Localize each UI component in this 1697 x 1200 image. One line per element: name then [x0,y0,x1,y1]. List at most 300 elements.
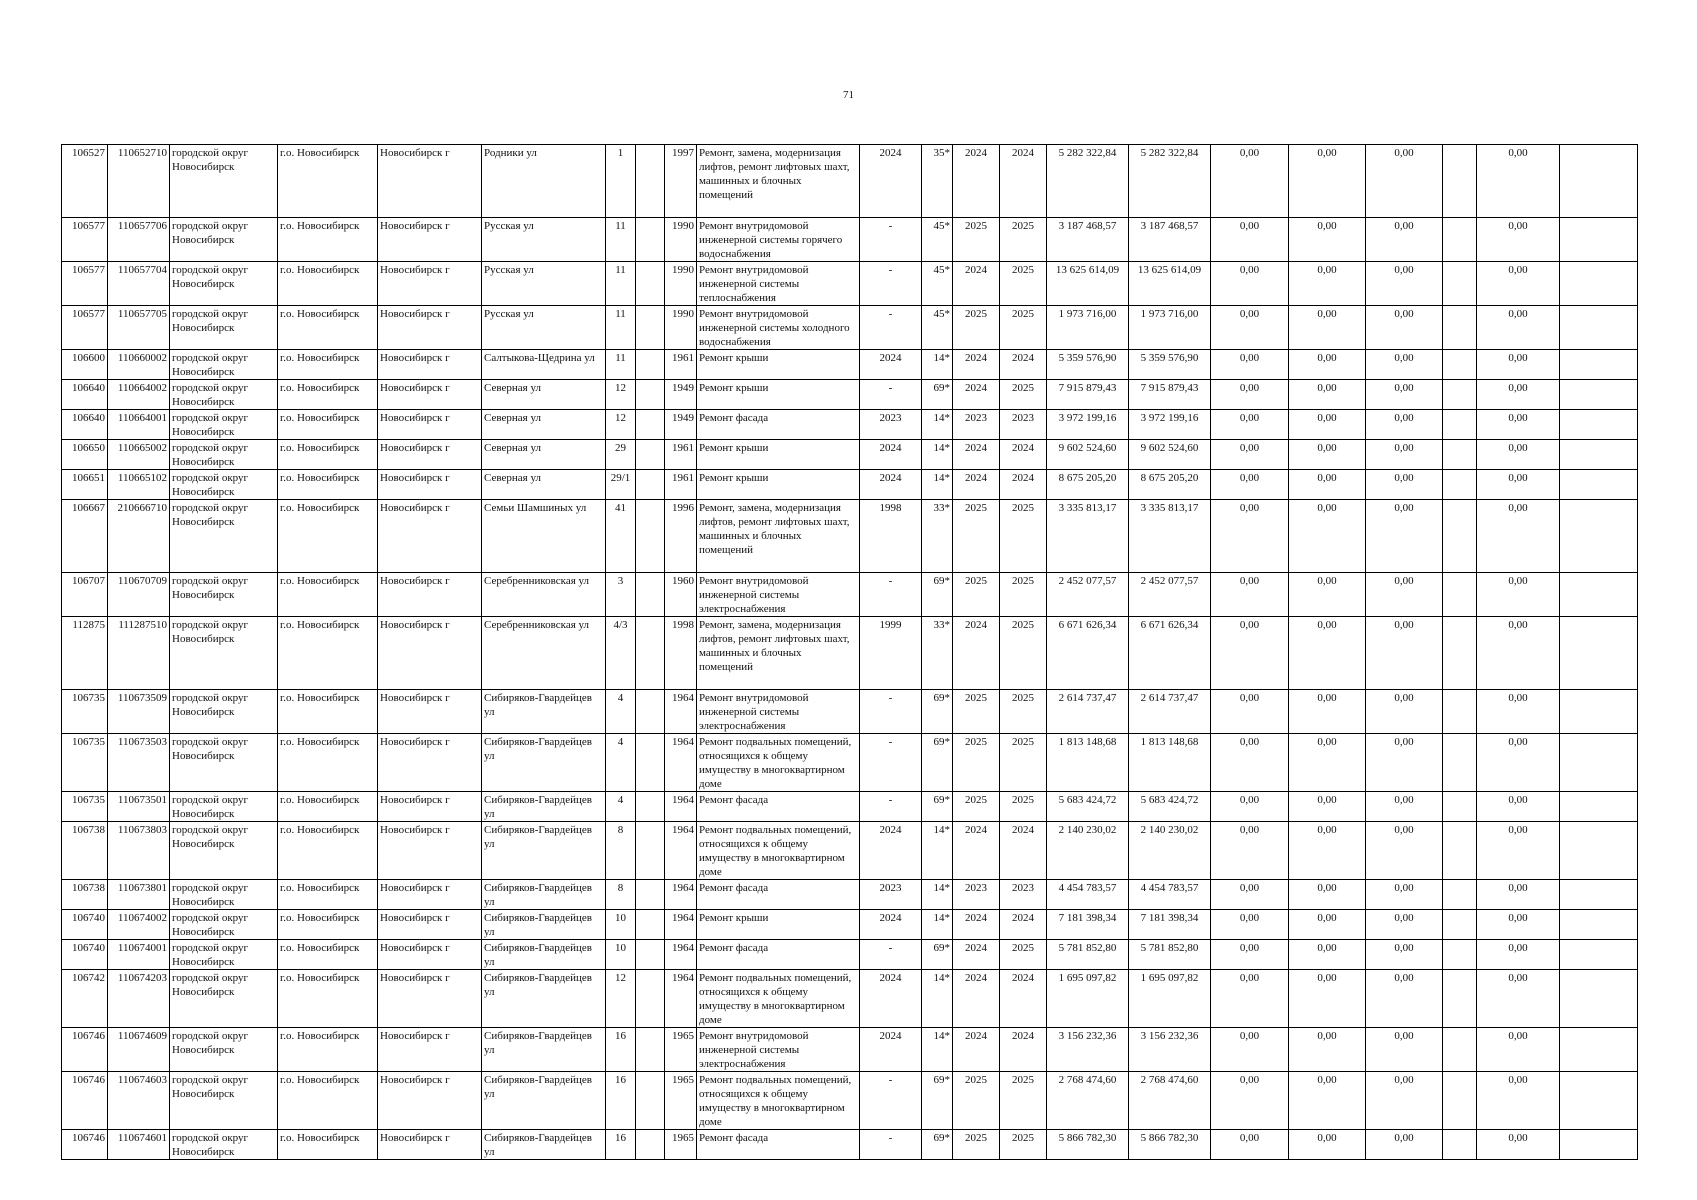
cell-year-built: 1965 [665,1072,697,1130]
cell-year-built: 1964 [665,792,697,822]
cell-cost-total: 7 915 879,43 [1047,380,1129,410]
cell-street: Сибиряков-Гвардейцев ул [482,1072,606,1130]
cell-criteria: 69* [922,690,953,734]
cell-district: городской округ Новосибирск [170,1130,278,1160]
cell-value-1: 0,00 [1211,690,1289,734]
cell-value-6 [1560,970,1638,1028]
cell-prev-year: - [860,262,922,306]
cell-value-4 [1443,380,1477,410]
cell-id: 110665002 [108,440,170,470]
cell-cost-fund: 3 187 468,57 [1129,218,1211,262]
cell-extra [636,940,665,970]
cell-year-start: 2025 [953,573,1000,617]
cell-work-type: Ремонт крыши [697,350,860,380]
cell-municipality: г.о. Новосибирск [278,573,378,617]
cell-value-4 [1443,617,1477,690]
cell-cost-total: 5 282 322,84 [1047,145,1129,218]
cell-code: 106735 [62,792,108,822]
cell-value-1: 0,00 [1211,380,1289,410]
cell-district: городской округ Новосибирск [170,910,278,940]
cell-cost-total: 5 683 424,72 [1047,792,1129,822]
table-row [62,617,1638,690]
cell-extra [636,910,665,940]
cell-cost-fund: 6 671 626,34 [1129,617,1211,690]
cell-value-6 [1560,262,1638,306]
cell-value-5: 0,00 [1477,910,1560,940]
cell-locality: Новосибирск г [378,573,482,617]
cell-year-built: 1965 [665,1130,697,1160]
cell-prev-year: 1999 [860,617,922,690]
cell-year-end: 2025 [1000,940,1047,970]
cell-year-built: 1964 [665,822,697,880]
cell-code: 106707 [62,573,108,617]
cell-value-3: 0,00 [1366,470,1443,500]
cell-municipality: г.о. Новосибирск [278,440,378,470]
cell-value-5: 0,00 [1477,1130,1560,1160]
table-row [62,940,1638,970]
cell-year-built: 1964 [665,690,697,734]
cell-value-3: 0,00 [1366,262,1443,306]
cell-value-4 [1443,734,1477,792]
cell-house: 11 [606,306,636,350]
cell-code: 106667 [62,500,108,573]
cell-id: 110664001 [108,410,170,440]
cell-id: 111287510 [108,617,170,690]
cell-district: городской округ Новосибирск [170,500,278,573]
cell-prev-year: - [860,792,922,822]
cell-code: 106577 [62,218,108,262]
cell-id: 110673509 [108,690,170,734]
table-row [62,573,1638,617]
cell-year-end: 2025 [1000,380,1047,410]
cell-criteria: 45* [922,218,953,262]
cell-value-1: 0,00 [1211,306,1289,350]
cell-value-5: 0,00 [1477,440,1560,470]
cell-work-type: Ремонт подвальных помещений, относящихся к общему имуществу в многоквартирном доме [697,1072,860,1130]
cell-value-2: 0,00 [1289,218,1366,262]
cell-house: 4 [606,734,636,792]
cell-value-2: 0,00 [1289,792,1366,822]
cell-value-4 [1443,1130,1477,1160]
cell-value-2: 0,00 [1289,617,1366,690]
cell-year-built: 1964 [665,940,697,970]
cell-id: 110674001 [108,940,170,970]
cell-house: 1 [606,145,636,218]
cell-locality: Новосибирск г [378,970,482,1028]
cell-cost-fund: 5 282 322,84 [1129,145,1211,218]
cell-criteria: 69* [922,380,953,410]
cell-criteria: 69* [922,792,953,822]
table-row [62,792,1638,822]
cell-criteria: 33* [922,617,953,690]
cell-municipality: г.о. Новосибирск [278,145,378,218]
cell-value-4 [1443,1072,1477,1130]
cell-value-2: 0,00 [1289,940,1366,970]
cell-street: Родники ул [482,145,606,218]
table-row [62,218,1638,262]
cell-year-start: 2024 [953,440,1000,470]
cell-street: Сибиряков-Гвардейцев ул [482,940,606,970]
cell-municipality: г.о. Новосибирск [278,350,378,380]
cell-street: Северная ул [482,410,606,440]
cell-value-4 [1443,218,1477,262]
cell-work-type: Ремонт внутридомовой инженерной системы электроснабжения [697,690,860,734]
cell-id: 110657704 [108,262,170,306]
cell-criteria: 69* [922,734,953,792]
cell-extra [636,306,665,350]
cell-value-6 [1560,1072,1638,1130]
cell-year-built: 1964 [665,970,697,1028]
cell-id: 110657706 [108,218,170,262]
cell-extra [636,880,665,910]
cell-value-1: 0,00 [1211,880,1289,910]
cell-value-2: 0,00 [1289,573,1366,617]
cell-street: Сибиряков-Гвардейцев ул [482,1028,606,1072]
cell-value-3: 0,00 [1366,617,1443,690]
cell-street: Сибиряков-Гвардейцев ул [482,690,606,734]
cell-value-3: 0,00 [1366,1028,1443,1072]
cell-municipality: г.о. Новосибирск [278,410,378,440]
cell-house: 4/3 [606,617,636,690]
cell-value-2: 0,00 [1289,350,1366,380]
cell-code: 106650 [62,440,108,470]
cell-id: 110674601 [108,1130,170,1160]
cell-cost-fund: 8 675 205,20 [1129,470,1211,500]
cell-prev-year: 2024 [860,145,922,218]
cell-code: 106640 [62,410,108,440]
cell-value-6 [1560,1130,1638,1160]
cell-year-end: 2024 [1000,970,1047,1028]
cell-extra [636,734,665,792]
cell-value-6 [1560,1028,1638,1072]
cell-value-6 [1560,380,1638,410]
cell-value-1: 0,00 [1211,1130,1289,1160]
cell-value-2: 0,00 [1289,880,1366,910]
cell-value-2: 0,00 [1289,410,1366,440]
table-body [62,145,1638,1160]
cell-house: 3 [606,573,636,617]
table-row [62,1072,1638,1130]
cell-value-1: 0,00 [1211,262,1289,306]
cell-id: 110660002 [108,350,170,380]
cell-work-type: Ремонт крыши [697,470,860,500]
page-number: 71 [843,89,854,101]
cell-year-start: 2024 [953,145,1000,218]
cell-value-5: 0,00 [1477,145,1560,218]
table-row [62,690,1638,734]
table-row [62,410,1638,440]
cell-year-end: 2025 [1000,1130,1047,1160]
cell-year-start: 2024 [953,822,1000,880]
cell-value-6 [1560,500,1638,573]
cell-value-6 [1560,145,1638,218]
cell-cost-fund: 1 973 716,00 [1129,306,1211,350]
cell-district: городской округ Новосибирск [170,218,278,262]
cell-value-5: 0,00 [1477,262,1560,306]
cell-municipality: г.о. Новосибирск [278,910,378,940]
cell-prev-year: - [860,1130,922,1160]
cell-year-end: 2024 [1000,470,1047,500]
cell-value-5: 0,00 [1477,218,1560,262]
cell-prev-year: 2024 [860,822,922,880]
cell-municipality: г.о. Новосибирск [278,792,378,822]
table-row [62,350,1638,380]
cell-value-6 [1560,822,1638,880]
cell-work-type: Ремонт фасада [697,880,860,910]
cell-value-4 [1443,306,1477,350]
cell-value-1: 0,00 [1211,470,1289,500]
cell-extra [636,500,665,573]
cell-id: 110652710 [108,145,170,218]
cell-extra [636,470,665,500]
cell-district: городской округ Новосибирск [170,970,278,1028]
cell-cost-total: 9 602 524,60 [1047,440,1129,470]
cell-year-end: 2024 [1000,350,1047,380]
cell-work-type: Ремонт внутридомовой инженерной системы теплоснабжения [697,262,860,306]
cell-value-5: 0,00 [1477,880,1560,910]
cell-value-3: 0,00 [1366,218,1443,262]
cell-year-built: 1965 [665,1028,697,1072]
cell-criteria: 69* [922,1130,953,1160]
cell-criteria: 69* [922,940,953,970]
cell-work-type: Ремонт, замена, модернизация лифтов, ремонт лифтовых шахт, машинных и блочных помещений [697,500,860,573]
cell-municipality: г.о. Новосибирск [278,617,378,690]
table-row [62,440,1638,470]
cell-municipality: г.о. Новосибирск [278,970,378,1028]
cell-year-built: 1990 [665,306,697,350]
cell-district: городской округ Новосибирск [170,440,278,470]
cell-criteria: 14* [922,470,953,500]
cell-prev-year: 2024 [860,970,922,1028]
cell-locality: Новосибирск г [378,880,482,910]
table-row [62,262,1638,306]
cell-value-6 [1560,573,1638,617]
cell-cost-total: 5 359 576,90 [1047,350,1129,380]
cell-cost-fund: 3 972 199,16 [1129,410,1211,440]
cell-cost-total: 1 695 097,82 [1047,970,1129,1028]
cell-cost-fund: 3 335 813,17 [1129,500,1211,573]
cell-code: 106746 [62,1028,108,1072]
table-row [62,822,1638,880]
cell-value-2: 0,00 [1289,440,1366,470]
cell-prev-year: - [860,940,922,970]
cell-criteria: 14* [922,350,953,380]
cell-locality: Новосибирск г [378,617,482,690]
cell-district: городской округ Новосибирск [170,380,278,410]
cell-street: Сибиряков-Гвардейцев ул [482,970,606,1028]
cell-street: Северная ул [482,440,606,470]
cell-cost-total: 2 140 230,02 [1047,822,1129,880]
cell-municipality: г.о. Новосибирск [278,1028,378,1072]
cell-value-6 [1560,617,1638,690]
cell-street: Русская ул [482,306,606,350]
cell-year-end: 2025 [1000,218,1047,262]
table-row [62,970,1638,1028]
cell-cost-total: 2 452 077,57 [1047,573,1129,617]
cell-value-1: 0,00 [1211,573,1289,617]
cell-year-start: 2025 [953,690,1000,734]
cell-value-6 [1560,350,1638,380]
table-row [62,380,1638,410]
cell-street: Сибиряков-Гвардейцев ул [482,822,606,880]
cell-locality: Новосибирск г [378,218,482,262]
cell-code: 106577 [62,306,108,350]
cell-year-start: 2023 [953,880,1000,910]
cell-value-4 [1443,410,1477,440]
cell-id: 110673803 [108,822,170,880]
table-row [62,734,1638,792]
cell-district: городской округ Новосибирск [170,617,278,690]
cell-value-6 [1560,470,1638,500]
cell-year-end: 2024 [1000,910,1047,940]
cell-value-3: 0,00 [1366,1130,1443,1160]
cell-cost-fund: 5 683 424,72 [1129,792,1211,822]
cell-locality: Новосибирск г [378,306,482,350]
cell-cost-total: 3 187 468,57 [1047,218,1129,262]
cell-year-built: 1998 [665,617,697,690]
cell-value-1: 0,00 [1211,970,1289,1028]
cell-locality: Новосибирск г [378,734,482,792]
cell-id: 110674603 [108,1072,170,1130]
cell-value-3: 0,00 [1366,500,1443,573]
cell-value-5: 0,00 [1477,734,1560,792]
cell-year-start: 2025 [953,500,1000,573]
cell-criteria: 14* [922,440,953,470]
cell-code: 106740 [62,940,108,970]
cell-cost-total: 6 671 626,34 [1047,617,1129,690]
cell-id: 110665102 [108,470,170,500]
cell-criteria: 35* [922,145,953,218]
cell-value-3: 0,00 [1366,734,1443,792]
cell-cost-total: 5 781 852,80 [1047,940,1129,970]
cell-district: городской округ Новосибирск [170,410,278,440]
cell-extra [636,573,665,617]
cell-value-5: 0,00 [1477,306,1560,350]
cell-value-3: 0,00 [1366,350,1443,380]
cell-house: 10 [606,910,636,940]
cell-value-5: 0,00 [1477,500,1560,573]
cell-criteria: 45* [922,262,953,306]
cell-value-5: 0,00 [1477,410,1560,440]
cell-municipality: г.о. Новосибирск [278,822,378,880]
cell-cost-fund: 5 781 852,80 [1129,940,1211,970]
cell-district: городской округ Новосибирск [170,822,278,880]
cell-prev-year: 2024 [860,440,922,470]
cell-house: 12 [606,410,636,440]
cell-criteria: 69* [922,1072,953,1130]
cell-cost-fund: 5 866 782,30 [1129,1130,1211,1160]
cell-year-end: 2025 [1000,306,1047,350]
cell-code: 106527 [62,145,108,218]
cell-year-built: 1997 [665,145,697,218]
cell-value-5: 0,00 [1477,690,1560,734]
cell-prev-year: 2024 [860,910,922,940]
cell-house: 16 [606,1072,636,1130]
cell-extra [636,1072,665,1130]
cell-cost-fund: 2 140 230,02 [1129,822,1211,880]
cell-id: 210666710 [108,500,170,573]
cell-year-start: 2025 [953,792,1000,822]
cell-street: Сибиряков-Гвардейцев ул [482,880,606,910]
cell-criteria: 14* [922,410,953,440]
cell-house: 12 [606,380,636,410]
cell-extra [636,690,665,734]
cell-locality: Новосибирск г [378,380,482,410]
cell-value-6 [1560,880,1638,910]
table-row [62,880,1638,910]
cell-extra [636,380,665,410]
cell-extra [636,262,665,306]
cell-value-4 [1443,1028,1477,1072]
cell-municipality: г.о. Новосибирск [278,734,378,792]
cell-extra [636,617,665,690]
cell-code: 106740 [62,910,108,940]
cell-work-type: Ремонт крыши [697,380,860,410]
cell-year-built: 1990 [665,218,697,262]
cell-value-2: 0,00 [1289,306,1366,350]
cell-year-start: 2024 [953,262,1000,306]
table-row [62,470,1638,500]
cell-cost-total: 5 866 782,30 [1047,1130,1129,1160]
cell-criteria: 14* [922,822,953,880]
cell-work-type: Ремонт крыши [697,440,860,470]
cell-house: 16 [606,1028,636,1072]
cell-prev-year: - [860,573,922,617]
cell-work-type: Ремонт крыши [697,910,860,940]
cell-value-3: 0,00 [1366,880,1443,910]
cell-year-built: 1996 [665,500,697,573]
table-row [62,145,1638,218]
cell-year-start: 2025 [953,1130,1000,1160]
cell-value-5: 0,00 [1477,350,1560,380]
cell-code: 106651 [62,470,108,500]
cell-year-end: 2023 [1000,410,1047,440]
cell-value-5: 0,00 [1477,822,1560,880]
cell-criteria: 14* [922,1028,953,1072]
cell-value-5: 0,00 [1477,617,1560,690]
cell-year-start: 2024 [953,380,1000,410]
cell-value-1: 0,00 [1211,350,1289,380]
cell-value-2: 0,00 [1289,262,1366,306]
cell-code: 106735 [62,690,108,734]
cell-value-1: 0,00 [1211,1072,1289,1130]
cell-value-2: 0,00 [1289,1072,1366,1130]
cell-work-type: Ремонт, замена, модернизация лифтов, ремонт лифтовых шахт, машинных и блочных помещений [697,145,860,218]
cell-street: Северная ул [482,470,606,500]
cell-street: Серебренниковская ул [482,573,606,617]
cell-cost-fund: 1 695 097,82 [1129,970,1211,1028]
cell-municipality: г.о. Новосибирск [278,380,378,410]
cell-id: 110673801 [108,880,170,910]
cell-id: 110673503 [108,734,170,792]
cell-municipality: г.о. Новосибирск [278,880,378,910]
cell-prev-year: 1998 [860,500,922,573]
cell-cost-total: 3 156 232,36 [1047,1028,1129,1072]
cell-value-5: 0,00 [1477,470,1560,500]
cell-house: 8 [606,880,636,910]
cell-year-start: 2024 [953,910,1000,940]
cell-extra [636,822,665,880]
cell-value-1: 0,00 [1211,1028,1289,1072]
cell-district: городской округ Новосибирск [170,262,278,306]
cell-value-2: 0,00 [1289,470,1366,500]
cell-value-1: 0,00 [1211,218,1289,262]
cell-house: 4 [606,690,636,734]
cell-criteria: 69* [922,573,953,617]
table-row [62,306,1638,350]
cell-code: 106577 [62,262,108,306]
cell-value-5: 0,00 [1477,1072,1560,1130]
